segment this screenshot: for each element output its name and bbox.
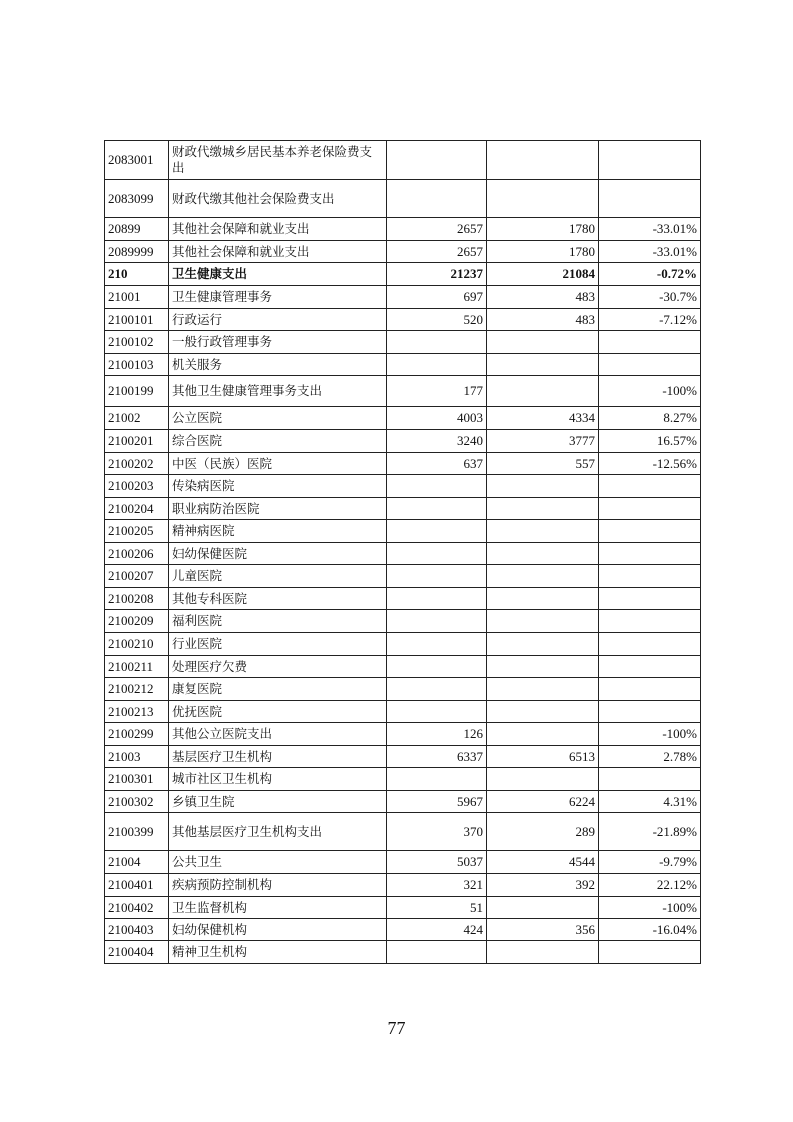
value-cell-2 bbox=[487, 610, 599, 633]
value-cell-2: 483 bbox=[487, 309, 599, 331]
value-cell-2: 3777 bbox=[487, 430, 599, 453]
value-cell-1: 126 bbox=[387, 723, 487, 746]
table-row bbox=[105, 498, 701, 520]
name-cell: 精神病医院 bbox=[169, 520, 387, 543]
value-cell-2 bbox=[487, 141, 599, 180]
table-row bbox=[105, 309, 701, 331]
code-cell: 2100205 bbox=[105, 520, 169, 543]
code-cell: 21003 bbox=[105, 746, 169, 768]
name-cell: 公立医院 bbox=[169, 407, 387, 430]
value-cell-1: 2657 bbox=[387, 241, 487, 263]
value-cell-1 bbox=[387, 588, 487, 610]
table-row bbox=[105, 286, 701, 309]
code-cell: 2100207 bbox=[105, 565, 169, 588]
name-cell: 妇幼保健机构 bbox=[169, 919, 387, 941]
value-cell-1: 424 bbox=[387, 919, 487, 941]
change-cell bbox=[599, 610, 701, 633]
code-cell: 2100211 bbox=[105, 656, 169, 678]
code-cell: 2100404 bbox=[105, 941, 169, 964]
value-cell-2 bbox=[487, 701, 599, 723]
code-cell: 2100403 bbox=[105, 919, 169, 941]
value-cell-2 bbox=[487, 331, 599, 354]
value-cell-1: 21237 bbox=[387, 263, 487, 286]
name-cell: 中医（民族）医院 bbox=[169, 453, 387, 475]
code-cell: 2100102 bbox=[105, 331, 169, 354]
code-cell: 2089999 bbox=[105, 241, 169, 263]
value-cell-1 bbox=[387, 941, 487, 964]
table-row bbox=[105, 656, 701, 678]
code-cell: 2100301 bbox=[105, 768, 169, 791]
code-cell: 2100399 bbox=[105, 813, 169, 851]
name-cell: 儿童医院 bbox=[169, 565, 387, 588]
change-cell: 2.78% bbox=[599, 746, 701, 768]
value-cell-1: 520 bbox=[387, 309, 487, 331]
value-cell-1 bbox=[387, 331, 487, 354]
table-row bbox=[105, 588, 701, 610]
code-cell: 2100203 bbox=[105, 475, 169, 498]
value-cell-2 bbox=[487, 376, 599, 407]
value-cell-2: 289 bbox=[487, 813, 599, 851]
value-cell-2: 557 bbox=[487, 453, 599, 475]
value-cell-2: 1780 bbox=[487, 218, 599, 241]
value-cell-2 bbox=[487, 723, 599, 746]
value-cell-2 bbox=[487, 588, 599, 610]
table-row bbox=[105, 610, 701, 633]
value-cell-1 bbox=[387, 475, 487, 498]
code-cell: 2100201 bbox=[105, 430, 169, 453]
table-row bbox=[105, 520, 701, 543]
value-cell-1 bbox=[387, 498, 487, 520]
name-cell: 优抚医院 bbox=[169, 701, 387, 723]
value-cell-2 bbox=[487, 565, 599, 588]
value-cell-1: 2657 bbox=[387, 218, 487, 241]
value-cell-1 bbox=[387, 768, 487, 791]
name-cell: 其他基层医疗卫生机构支出 bbox=[169, 813, 387, 851]
code-cell: 2100208 bbox=[105, 588, 169, 610]
change-cell bbox=[599, 678, 701, 701]
name-cell: 综合医院 bbox=[169, 430, 387, 453]
code-cell: 2100199 bbox=[105, 376, 169, 407]
change-cell bbox=[599, 941, 701, 964]
table-row bbox=[105, 430, 701, 453]
name-cell: 财政代缴城乡居民基本养老保险费支出 bbox=[169, 141, 387, 180]
table-row bbox=[105, 141, 701, 180]
value-cell-1 bbox=[387, 678, 487, 701]
code-cell: 2100209 bbox=[105, 610, 169, 633]
value-cell-1 bbox=[387, 141, 487, 180]
table-row bbox=[105, 701, 701, 723]
value-cell-1 bbox=[387, 610, 487, 633]
value-cell-1: 4003 bbox=[387, 407, 487, 430]
expenditure-table bbox=[104, 140, 701, 964]
value-cell-2 bbox=[487, 520, 599, 543]
value-cell-1 bbox=[387, 354, 487, 376]
value-cell-2: 4334 bbox=[487, 407, 599, 430]
table-row bbox=[105, 475, 701, 498]
table-row bbox=[105, 791, 701, 813]
name-cell: 其他社会保障和就业支出 bbox=[169, 218, 387, 241]
table-row bbox=[105, 723, 701, 746]
name-cell: 其他专科医院 bbox=[169, 588, 387, 610]
table-row bbox=[105, 768, 701, 791]
value-cell-2: 21084 bbox=[487, 263, 599, 286]
value-cell-2 bbox=[487, 678, 599, 701]
change-cell: -12.56% bbox=[599, 453, 701, 475]
value-cell-2 bbox=[487, 768, 599, 791]
value-cell-1 bbox=[387, 543, 487, 565]
change-cell: -21.89% bbox=[599, 813, 701, 851]
table-row bbox=[105, 376, 701, 407]
value-cell-1 bbox=[387, 565, 487, 588]
change-cell bbox=[599, 565, 701, 588]
code-cell: 2100206 bbox=[105, 543, 169, 565]
value-cell-2: 6513 bbox=[487, 746, 599, 768]
code-cell: 2083099 bbox=[105, 180, 169, 218]
name-cell: 其他公立医院支出 bbox=[169, 723, 387, 746]
code-cell: 2100299 bbox=[105, 723, 169, 746]
table-row bbox=[105, 897, 701, 919]
value-cell-2 bbox=[487, 180, 599, 218]
table-row bbox=[105, 633, 701, 656]
change-cell bbox=[599, 141, 701, 180]
table-row bbox=[105, 746, 701, 768]
code-cell: 2100103 bbox=[105, 354, 169, 376]
value-cell-2 bbox=[487, 897, 599, 919]
code-cell: 21002 bbox=[105, 407, 169, 430]
change-cell: -30.7% bbox=[599, 286, 701, 309]
table-row bbox=[105, 180, 701, 218]
table-row bbox=[105, 813, 701, 851]
value-cell-1: 370 bbox=[387, 813, 487, 851]
change-cell: -100% bbox=[599, 723, 701, 746]
change-cell: -7.12% bbox=[599, 309, 701, 331]
code-cell: 2100213 bbox=[105, 701, 169, 723]
value-cell-2 bbox=[487, 633, 599, 656]
change-cell bbox=[599, 588, 701, 610]
code-cell: 2100402 bbox=[105, 897, 169, 919]
name-cell: 乡镇卫生院 bbox=[169, 791, 387, 813]
change-cell: 22.12% bbox=[599, 874, 701, 897]
code-cell: 2100401 bbox=[105, 874, 169, 897]
value-cell-1: 177 bbox=[387, 376, 487, 407]
value-cell-1: 321 bbox=[387, 874, 487, 897]
table-row bbox=[105, 851, 701, 874]
name-cell: 其他社会保障和就业支出 bbox=[169, 241, 387, 263]
value-cell-2: 392 bbox=[487, 874, 599, 897]
code-cell: 2083001 bbox=[105, 141, 169, 180]
value-cell-1 bbox=[387, 180, 487, 218]
code-cell: 2100202 bbox=[105, 453, 169, 475]
change-cell bbox=[599, 701, 701, 723]
value-cell-2: 483 bbox=[487, 286, 599, 309]
value-cell-1: 637 bbox=[387, 453, 487, 475]
name-cell: 卫生健康支出 bbox=[169, 263, 387, 286]
value-cell-2 bbox=[487, 941, 599, 964]
table-row bbox=[105, 354, 701, 376]
name-cell: 福利医院 bbox=[169, 610, 387, 633]
name-cell: 卫生健康管理事务 bbox=[169, 286, 387, 309]
code-cell: 2100212 bbox=[105, 678, 169, 701]
page-number: 77 bbox=[387, 1018, 406, 1038]
name-cell: 职业病防治医院 bbox=[169, 498, 387, 520]
table-row bbox=[105, 263, 701, 286]
value-cell-2: 4544 bbox=[487, 851, 599, 874]
value-cell-1 bbox=[387, 701, 487, 723]
change-cell bbox=[599, 520, 701, 543]
value-cell-1 bbox=[387, 520, 487, 543]
code-cell: 2100204 bbox=[105, 498, 169, 520]
table-row bbox=[105, 874, 701, 897]
change-cell bbox=[599, 475, 701, 498]
table-row bbox=[105, 919, 701, 941]
table-row bbox=[105, 543, 701, 565]
table-row bbox=[105, 453, 701, 475]
value-cell-2 bbox=[487, 354, 599, 376]
table-row bbox=[105, 241, 701, 263]
value-cell-1: 5037 bbox=[387, 851, 487, 874]
name-cell: 妇幼保健医院 bbox=[169, 543, 387, 565]
value-cell-2: 6224 bbox=[487, 791, 599, 813]
name-cell: 机关服务 bbox=[169, 354, 387, 376]
value-cell-2 bbox=[487, 543, 599, 565]
table-row bbox=[105, 678, 701, 701]
value-cell-2 bbox=[487, 656, 599, 678]
code-cell: 2100210 bbox=[105, 633, 169, 656]
code-cell: 20899 bbox=[105, 218, 169, 241]
name-cell: 其他卫生健康管理事务支出 bbox=[169, 376, 387, 407]
table-row bbox=[105, 407, 701, 430]
value-cell-2 bbox=[487, 498, 599, 520]
table-body bbox=[105, 141, 701, 964]
change-cell bbox=[599, 633, 701, 656]
value-cell-1 bbox=[387, 656, 487, 678]
change-cell: -33.01% bbox=[599, 241, 701, 263]
change-cell bbox=[599, 354, 701, 376]
value-cell-1: 6337 bbox=[387, 746, 487, 768]
code-cell: 21001 bbox=[105, 286, 169, 309]
code-cell: 2100101 bbox=[105, 309, 169, 331]
value-cell-2 bbox=[487, 475, 599, 498]
change-cell: 16.57% bbox=[599, 430, 701, 453]
change-cell bbox=[599, 768, 701, 791]
change-cell: -0.72% bbox=[599, 263, 701, 286]
value-cell-1: 3240 bbox=[387, 430, 487, 453]
change-cell bbox=[599, 656, 701, 678]
name-cell: 财政代缴其他社会保险费支出 bbox=[169, 180, 387, 218]
change-cell: 8.27% bbox=[599, 407, 701, 430]
change-cell bbox=[599, 498, 701, 520]
value-cell-1: 51 bbox=[387, 897, 487, 919]
code-cell: 2100302 bbox=[105, 791, 169, 813]
change-cell: -33.01% bbox=[599, 218, 701, 241]
name-cell: 传染病医院 bbox=[169, 475, 387, 498]
code-cell: 210 bbox=[105, 263, 169, 286]
change-cell: -16.04% bbox=[599, 919, 701, 941]
name-cell: 行业医院 bbox=[169, 633, 387, 656]
change-cell bbox=[599, 331, 701, 354]
change-cell bbox=[599, 180, 701, 218]
table-row bbox=[105, 331, 701, 354]
name-cell: 卫生监督机构 bbox=[169, 897, 387, 919]
name-cell: 公共卫生 bbox=[169, 851, 387, 874]
name-cell: 行政运行 bbox=[169, 309, 387, 331]
change-cell: -100% bbox=[599, 376, 701, 407]
value-cell-1: 697 bbox=[387, 286, 487, 309]
name-cell: 康复医院 bbox=[169, 678, 387, 701]
name-cell: 城市社区卫生机构 bbox=[169, 768, 387, 791]
change-cell: 4.31% bbox=[599, 791, 701, 813]
value-cell-1: 5967 bbox=[387, 791, 487, 813]
name-cell: 疾病预防控制机构 bbox=[169, 874, 387, 897]
change-cell bbox=[599, 543, 701, 565]
table-row bbox=[105, 565, 701, 588]
value-cell-2: 1780 bbox=[487, 241, 599, 263]
name-cell: 一般行政管理事务 bbox=[169, 331, 387, 354]
name-cell: 基层医疗卫生机构 bbox=[169, 746, 387, 768]
value-cell-1 bbox=[387, 633, 487, 656]
change-cell: -9.79% bbox=[599, 851, 701, 874]
change-cell: -100% bbox=[599, 897, 701, 919]
value-cell-2: 356 bbox=[487, 919, 599, 941]
table-row bbox=[105, 941, 701, 964]
table-row bbox=[105, 218, 701, 241]
name-cell: 精神卫生机构 bbox=[169, 941, 387, 964]
code-cell: 21004 bbox=[105, 851, 169, 874]
name-cell: 处理医疗欠费 bbox=[169, 656, 387, 678]
